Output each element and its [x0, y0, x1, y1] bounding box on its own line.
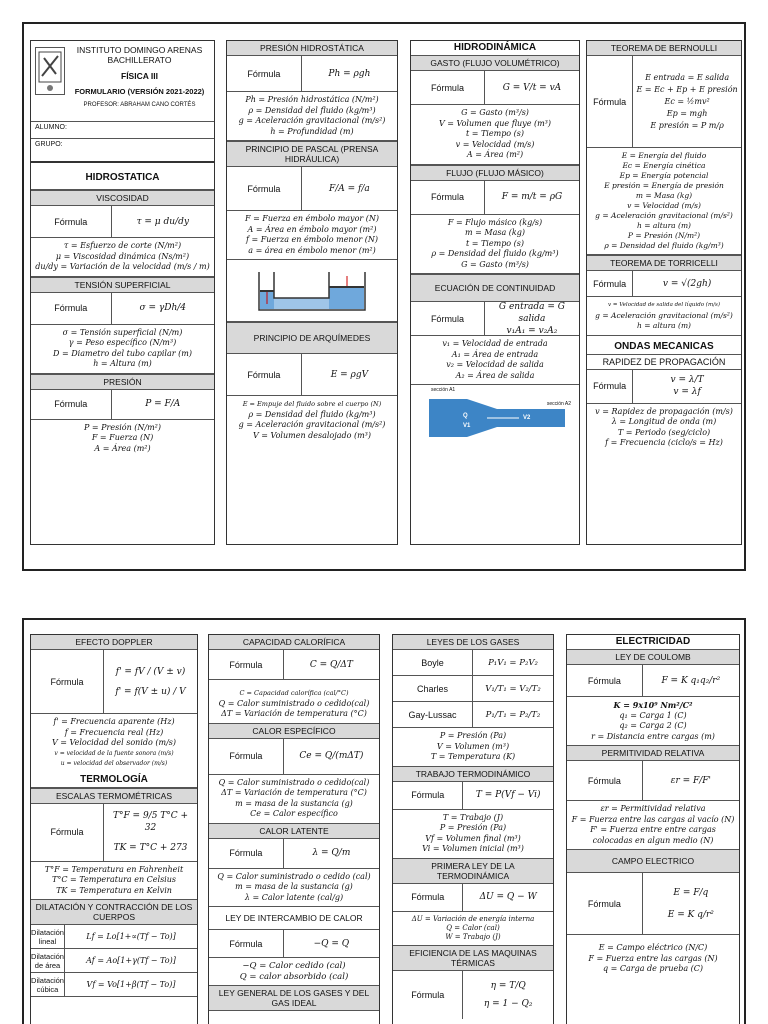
arq-equation: E = ρgV — [330, 369, 369, 380]
ley-general-header: LEY GENERAL DE LOS GASES Y DEL GAS IDEAL — [209, 986, 379, 1011]
continuidad-definitions — [411, 336, 579, 385]
def-line: a = área en émbolo menor (m²) — [248, 245, 376, 255]
def-line: f = Frecuencia real (Hz) — [64, 727, 164, 737]
def-line: Q = Calor (cal) — [446, 923, 500, 932]
def-line: du/dy = Variación de la velocidad (m/s / m) — [35, 262, 210, 271]
subject-title: FÍSICA III — [121, 71, 158, 81]
capacidad-equation: C = Q/ΔT — [309, 659, 353, 670]
calor-latente-header: CALOR LATENTE — [209, 824, 379, 839]
formula-label: Fórmula — [209, 930, 284, 957]
electricidad-header: ELECTRICIDAD — [567, 635, 739, 650]
gasto-formula-row — [411, 71, 579, 105]
formula-label: Fórmula — [567, 873, 643, 934]
pipe-diagram — [411, 385, 579, 445]
primera-definitions — [393, 912, 553, 946]
grupo-field: GRUPO: — [31, 138, 214, 150]
def-line: E = Empuje del fluido sobre el cuerpo (N) — [242, 400, 382, 408]
dilatacion-header: DILATACIÓN Y CONTRACCIÓN DE LOS CUERPOS — [31, 900, 197, 925]
def-line: q₂ = Carga 2 (C) — [619, 721, 687, 730]
alumno-field: ALUMNO: — [31, 121, 214, 133]
viscosidad-header: VISCOSIDAD — [31, 190, 214, 206]
trabajo-equation: T = P(Vf − Vi) — [475, 790, 541, 800]
formula-label: Fórmula — [209, 839, 284, 868]
def-line: ΔU = Variación de energía interna — [411, 914, 535, 923]
eficiencia-header: EFICIENCIA DE LAS MAQUINAS TÉRMICAS — [393, 946, 553, 971]
tension-header: TENSIÓN SUPERFICIAL — [31, 277, 214, 293]
permitividad-definitions — [567, 801, 739, 850]
institute-name: INSTITUTO DOMINGO ARENAS BACHILLERATO — [76, 45, 203, 65]
formula-label: Fórmula — [411, 302, 485, 335]
gasto-definitions — [411, 105, 579, 165]
intercambio-header: LEY DE INTERCAMBIO DE CALOR — [209, 907, 379, 930]
gas-law-equation: V₁/T₁ = V₂/T₂ — [485, 683, 541, 694]
gas-law-row — [393, 650, 553, 676]
def-line: g = Aceleración gravitacional (m/s²) — [595, 310, 733, 320]
def-line: T°C = Temperatura en Celsius — [52, 875, 176, 884]
pascal-equation: F/A = f/a — [329, 183, 370, 194]
eq-line: E presión = P m/ρ — [650, 120, 724, 130]
eq-line: TK = T°C + 273 — [113, 843, 188, 853]
torricelli-definitions — [587, 297, 741, 336]
def-line: σ = Tensión superficial (N/m) — [62, 327, 183, 337]
def-line: E presión = Energía de presión — [604, 181, 724, 190]
def-line: Vf = Volumen final (m³) — [425, 833, 521, 843]
gasto-equation: G = V/t = vA — [502, 82, 562, 93]
dilatacion-label: Dilatación lineal — [31, 925, 65, 948]
calor-column — [208, 634, 380, 1024]
def-line: m = Masa (kg) — [465, 228, 525, 237]
def-line: Q = calor absorbido (cal) — [239, 971, 349, 982]
rapidez-definitions — [587, 404, 741, 452]
institute-block — [69, 45, 210, 110]
escalas-equations — [104, 804, 197, 861]
presion-formula-row — [31, 390, 214, 420]
rapidez-formula-row — [587, 370, 741, 404]
formula-label: Fórmula — [31, 650, 104, 713]
def-line: T = Trabajo (J) — [442, 812, 504, 822]
def-line: P = Presión (N/m²) — [627, 231, 701, 240]
v1-label: V1 — [463, 423, 471, 429]
campo-equations — [643, 873, 739, 934]
torricelli-equation: v = √(2gh) — [662, 278, 712, 289]
def-line: Ph = Presión hidrostática (N/m²) — [245, 95, 379, 104]
primera-equation: ΔU = Q − W — [479, 892, 537, 902]
hidrodinamica-column — [410, 40, 580, 545]
tension-formula-row — [31, 293, 214, 325]
eq-line: v₁A₁ = v₂A₂ — [506, 325, 558, 336]
def-line: ρ = Densidad del fluido (kg/m³) — [431, 249, 559, 258]
hidrodinamica-header: HIDRODINÁMICA — [411, 41, 579, 56]
viscosidad-formula-row — [31, 206, 214, 238]
def-line: W = Trabajo (J) — [445, 932, 501, 941]
li-equation: −Q = Q — [313, 938, 350, 949]
campo-electrico-header: CAMPO ELECTRICO — [567, 850, 739, 873]
def-line: A₁ = Área de entrada — [451, 349, 539, 359]
def-line: v = Rapidez de propagación (m/s) — [595, 406, 733, 416]
formula-label: Fórmula — [567, 665, 643, 696]
ce-equation: Ce = Q/(mΔT) — [299, 751, 364, 761]
arq-definitions — [227, 396, 397, 444]
eq-line: f' = fV / (V ± v) — [115, 666, 186, 677]
escalas-formula-row — [31, 804, 197, 862]
def-line: ΔT = Variación de temperatura (°C) — [221, 788, 367, 797]
gas-law-equation: P₁/T₁ = P₂/T₂ — [485, 709, 541, 720]
def-line: τ = Esfuerzo de corte (N/m²) — [63, 241, 182, 250]
def-line: m = masa de la sustancia (g) — [235, 798, 353, 808]
hidrostatica-column — [30, 40, 215, 545]
def-line: −Q = Calor cedido (cal) — [242, 961, 346, 971]
flujo-masico-header: FLUJO (FLUJO MÁSICO) — [411, 165, 579, 181]
formula-label: Fórmula — [411, 71, 485, 104]
ce-definitions — [209, 775, 379, 824]
formulario-title: FORMULARIO (VERSIÓN 2021-2022) — [74, 87, 205, 96]
def-line: ΔT = Variación de temperatura (°C) — [221, 709, 367, 718]
arq-formula-row — [227, 354, 397, 396]
bottom-sheet — [22, 618, 746, 1024]
campo-definitions — [567, 935, 739, 978]
torricelli-header: TEOREMA DE TORRICELLI — [587, 255, 741, 271]
gas-law-label: Charles — [393, 676, 473, 701]
bernoulli-equations — [633, 56, 741, 147]
def-line: λ = Calor latente (cal/g) — [244, 892, 344, 902]
def-line: Q = Calor suministrado o cedido(cal) — [218, 698, 370, 708]
def-line: g = Aceleración gravitacional (m/s²) — [238, 420, 386, 429]
permitividad-formula-row — [567, 761, 739, 801]
def-line: P = Presión (Pa) — [439, 823, 507, 832]
def-line: C = Capacidad calorífica (cal/°C) — [239, 689, 349, 697]
torricelli-formula-row — [587, 271, 741, 297]
termologia-title: TERMOLOGÍA — [31, 773, 197, 788]
eq-line: Ec = ½mv² — [664, 96, 710, 106]
presion-equation: P = F/A — [145, 399, 181, 409]
eq-line: G entrada = G salida — [498, 301, 565, 324]
ph-equation: Ph = ρgh — [328, 68, 371, 79]
def-line: F = Fuerza en émbolo mayor (N) — [244, 214, 380, 223]
masico-equation: F = m/t = ρG — [501, 192, 563, 202]
def-line: Vi = Volumen inicial (m³) — [422, 844, 524, 853]
def-line: V = Volumen desalojado (m³) — [252, 430, 372, 440]
li-formula-row — [209, 930, 379, 958]
doppler-header: EFECTO DOPPLER — [31, 635, 197, 650]
calor-especifico-header: CALOR ESPECÍFICO — [209, 724, 379, 739]
def-line: q₁ = Carga 1 (C) — [619, 710, 687, 720]
trabajo-definitions — [393, 810, 553, 859]
eq-line: E = K q/r² — [667, 909, 714, 920]
continuidad-header: ECUACIÓN DE CONTINUIDAD — [411, 274, 579, 302]
gas-law-label: Boyle — [393, 650, 473, 675]
def-line: Q = Calor suministrado o cedido (cal) — [217, 871, 371, 881]
eq-line: η = T/Q — [490, 980, 526, 991]
def-line: E = Energía del fluido — [621, 151, 707, 160]
def-line: v = Velocidad (m/s) — [455, 139, 535, 149]
def-line: Ce = Calor específico — [250, 809, 338, 818]
pascal-formula-row — [227, 167, 397, 211]
permitividad-header: PERMITIVIDAD RELATIVA — [567, 746, 739, 761]
def-line: G = Gasto (m³/s) — [461, 108, 529, 117]
def-line: λ = Longitud de onda (m) — [611, 417, 717, 426]
presion-definitions — [31, 420, 214, 458]
presion-hidrostatica-header: PRESIÓN HIDROSTÁTICA — [227, 41, 397, 56]
def-line: T°F = Temperatura en Fahrenheit — [44, 864, 184, 874]
trabajo-formula-row — [393, 782, 553, 810]
def-line: ρ = Densidad del fluido (kg/m³) — [248, 409, 376, 419]
viscosidad-equation: τ = μ du/dy — [136, 216, 189, 227]
def-line: T = Temperatura (K) — [430, 752, 516, 761]
formula-label: Fórmula — [393, 971, 463, 1019]
presion-hidrostatica-column — [226, 40, 398, 545]
primera-ley-header: PRIMERA LEY DE LA TERMODINÁMICA — [393, 859, 553, 884]
def-line: f = Frecuencia (ciclo/s = Hz) — [605, 438, 723, 447]
formula-label: Fórmula — [31, 206, 112, 237]
def-line: v = Velocidad de salida del líquido (m/s) — [608, 302, 720, 308]
def-line: ρ = Densidad del fluido (kg/m³) — [248, 105, 376, 115]
coulomb-definitions — [567, 697, 739, 746]
def-line: A = Área (m²) — [94, 443, 151, 453]
cl-definitions — [209, 869, 379, 908]
masico-definitions — [411, 215, 579, 275]
eficiencia-formula-row — [393, 971, 553, 1019]
presion-header: PRESIÓN — [31, 374, 214, 390]
def-line: V = Velocidad del sonido (m/s) — [51, 738, 176, 747]
dilatacion-row — [31, 925, 197, 949]
rapidez-header: RAPIDEZ DE PROPAGACIÓN — [587, 354, 741, 370]
top-sheet — [22, 22, 746, 571]
dilatacion-row — [31, 973, 197, 997]
profesor: PROFESOR: ABRAHAM CANO CORTÉS — [83, 102, 196, 108]
bernoulli-definitions — [587, 148, 741, 255]
dilatacion-label: Dilatación de área — [31, 949, 65, 972]
def-line: F = Fuerza entre las cargas al vacío (N) — [571, 814, 735, 824]
def-line: h = Profundidad (m) — [270, 126, 354, 136]
dilatacion-equation: Af = Ao[1+γ(Tf − To)] — [86, 956, 176, 965]
hidrostatica-title: HIDROSTATICA — [31, 161, 214, 190]
masico-formula-row — [411, 181, 579, 215]
prensa-hidraulica-diagram — [227, 260, 397, 322]
bernoulli-column — [586, 40, 742, 545]
arquimedes-header: PRINCIPIO DE ARQUÍMEDES — [227, 322, 397, 354]
bernoulli-header: TEOREMA DE BERNOULLI — [587, 41, 741, 56]
escalas-header: ESCALAS TERMOMÉTRICAS — [31, 788, 197, 804]
doppler-column — [30, 634, 198, 1024]
def-line: m = masa de la sustancia (g) — [235, 882, 353, 891]
formula-label: Fórmula — [411, 181, 485, 214]
li-definitions — [209, 958, 379, 986]
viscosidad-definitions — [31, 238, 214, 277]
def-line: F = Fuerza (N) — [91, 433, 154, 442]
def-line: g = Aceleración gravitacional (m/s²) — [595, 211, 733, 220]
eq-line: E entrada = E salida — [645, 72, 730, 82]
gasto-header: GASTO (FLUJO VOLUMÉTRICO) — [411, 56, 579, 71]
def-line: G = Gasto (m³/s) — [461, 259, 529, 269]
tension-definitions — [31, 325, 214, 374]
formula-label: Fórmula — [31, 293, 112, 324]
capacidad-definitions — [209, 680, 379, 724]
eq-line: v = λ/T — [670, 375, 704, 385]
gases-column — [392, 634, 554, 1024]
def-line: r = Distancia entre cargas (m) — [591, 731, 715, 741]
q-label: Q — [463, 413, 468, 419]
def-line: TK = Temperatura en Kelvin — [56, 885, 172, 895]
formula-label: Fórmula — [31, 390, 112, 419]
permitividad-equation: εr = F/F' — [670, 775, 712, 786]
doppler-equations — [104, 650, 197, 713]
seccion-a1-label: sección A1 — [431, 387, 456, 393]
ce-formula-row — [209, 739, 379, 775]
eficiencia-equations — [463, 971, 553, 1019]
formula-label: Fórmula — [227, 354, 302, 395]
def-line: A = Área (m²) — [466, 150, 524, 159]
eq-line: f' = f(V ± u) / V — [115, 686, 186, 697]
def-line: μ = Viscosidad dinámica (Ns/m²) — [55, 251, 190, 261]
campo-formula-row — [567, 873, 739, 935]
def-line: F = Fuerza entre las cargas (N) — [588, 953, 718, 963]
formula-label: Fórmula — [567, 761, 643, 800]
def-line: u = velocidad del observador (m/s) — [60, 760, 168, 767]
gas-law-equation: P₁V₁ = P₂V₂ — [488, 657, 538, 668]
formula-label: Fórmula — [393, 884, 463, 911]
eq-line: E = Ec + Ep + E presión — [636, 84, 738, 94]
rapidez-equations — [633, 370, 741, 403]
def-line: v₁ = Velocidad de entrada — [442, 339, 548, 348]
seccion-a2-label: sección A2 — [546, 401, 571, 407]
tension-equation: σ = γDh/4 — [139, 303, 187, 313]
cl-equation: λ = Q/m — [312, 848, 351, 858]
def-line: εr = Permitividad relativa — [600, 804, 706, 813]
primera-formula-row — [393, 884, 553, 912]
gas-law-row — [393, 676, 553, 702]
school-logo — [35, 47, 65, 95]
doppler-definitions — [31, 714, 197, 773]
def-line: A₂ = Área de salida — [455, 370, 535, 380]
pascal-definitions — [227, 211, 397, 260]
dilatacion-equation: Lf = Lo[1+∝(Tf − To)] — [86, 932, 176, 941]
capacidad-formula-row — [209, 650, 379, 680]
formula-label: Fórmula — [587, 56, 633, 147]
ph-formula-row — [227, 56, 397, 92]
bernoulli-formula-row — [587, 56, 741, 148]
def-line: t = Tiempo (s) — [465, 238, 525, 248]
formula-label: Fórmula — [227, 56, 302, 91]
formula-label: Fórmula — [587, 271, 633, 296]
formula-label: Fórmula — [209, 739, 284, 774]
def-line: γ = Peso específico (N/m³) — [68, 338, 177, 347]
coulomb-formula-row — [567, 665, 739, 697]
def-line: v = velocidad de la fuente sonora (m/s) — [54, 749, 174, 757]
ph-definitions — [227, 92, 397, 141]
dilatacion-label: Dilatación cúbica — [31, 973, 65, 996]
def-line: h = altura (m) — [636, 221, 691, 230]
def-line: Ep = Energía potencial — [619, 171, 709, 180]
dilatacion-row — [31, 949, 197, 973]
def-line: F = Flujo másico (kg/s) — [447, 217, 543, 227]
def-line: K = 9x10⁹ Nm²/C² — [613, 700, 693, 710]
def-line: t = Tiempo (s) — [465, 129, 525, 138]
def-line: V = Volumen (m³) — [436, 741, 510, 751]
trabajo-header: TRABAJO TERMODINÁMICO — [393, 767, 553, 782]
eq-line: v = λf — [673, 387, 701, 397]
def-line: v = Velocidad (m/s) — [627, 201, 701, 210]
def-line: A = Área en émbolo mayor (m²) — [247, 224, 377, 234]
coulomb-equation: F = K q₁q₂/r² — [661, 675, 721, 686]
def-line: h = altura (m) — [636, 321, 691, 330]
eq-line: η = 1 − Q₂ — [483, 998, 533, 1009]
def-line: m = Masa (kg) — [635, 191, 693, 200]
formula-label: Fórmula — [587, 370, 633, 403]
def-line: D = Diametro del tubo capilar (m) — [53, 348, 192, 358]
eq-line: T°F = 9/5 T°C + 32 — [112, 811, 189, 833]
cl-formula-row — [209, 839, 379, 869]
formula-label: Fórmula — [31, 804, 104, 861]
def-line: E = Campo eléctrico (N/C) — [598, 943, 708, 952]
def-line: Ec = Energía cinética — [622, 161, 706, 170]
gases-definitions — [393, 728, 553, 767]
def-line: P = Presión (N/m²) — [83, 422, 162, 432]
def-line: P = Presión (Pa) — [439, 731, 507, 740]
gases-header: LEYES DE LOS GASES — [393, 635, 553, 650]
def-line: g = Aceleración gravitacional (m/s²) — [238, 116, 386, 125]
def-line: V = Volumen que fluye (m³) — [438, 118, 552, 128]
formula-label: Fórmula — [209, 650, 284, 679]
def-line: v₂ = Velocidad de salida — [446, 360, 544, 369]
doppler-formula-row — [31, 650, 197, 714]
gas-law-row — [393, 702, 553, 728]
continuidad-equation — [485, 302, 579, 335]
def-line: f = Fuerza en émbolo menor (N) — [245, 235, 379, 244]
escalas-definitions — [31, 862, 197, 901]
ondas-title: ONDAS MECANICAS — [587, 336, 741, 354]
def-line: ρ = Densidad del fluido (kg/m³) — [604, 241, 724, 250]
def-line: q = Carga de prueba (C) — [602, 964, 704, 973]
header-block — [31, 41, 214, 161]
continuidad-formula-row — [411, 302, 579, 336]
capacidad-header: CAPACIDAD CALORÍFICA — [209, 635, 379, 650]
formula-label: Fórmula — [393, 782, 463, 809]
def-line: f' = Frecuencia aparente (Hz) — [53, 717, 175, 726]
dilatacion-equation: Vf = Vo[1+β(Tf − To)] — [86, 980, 176, 989]
v2-label: V2 — [523, 415, 531, 421]
formula-label: Fórmula — [227, 167, 302, 210]
def-line: F' = Fuerza entre entre cargas colocadas en algun medio (N) — [590, 825, 716, 845]
coulomb-header: LEY DE COULOMB — [567, 650, 739, 665]
pascal-header: PRINCIPIO DE PASCAL (PRENSA HIDRÁULICA) — [227, 141, 397, 167]
def-line: h = Altura (m) — [93, 359, 152, 368]
eq-line: Ep = mgh — [666, 108, 708, 118]
electricidad-column — [566, 634, 740, 1024]
gas-law-label: Gay-Lussac — [393, 702, 473, 727]
eq-line: E = F/q — [673, 887, 709, 898]
def-line: T = Periodo (seg/ciclo) — [617, 427, 711, 437]
def-line: Q = Calor suministrado o cedido(cal) — [218, 777, 370, 787]
